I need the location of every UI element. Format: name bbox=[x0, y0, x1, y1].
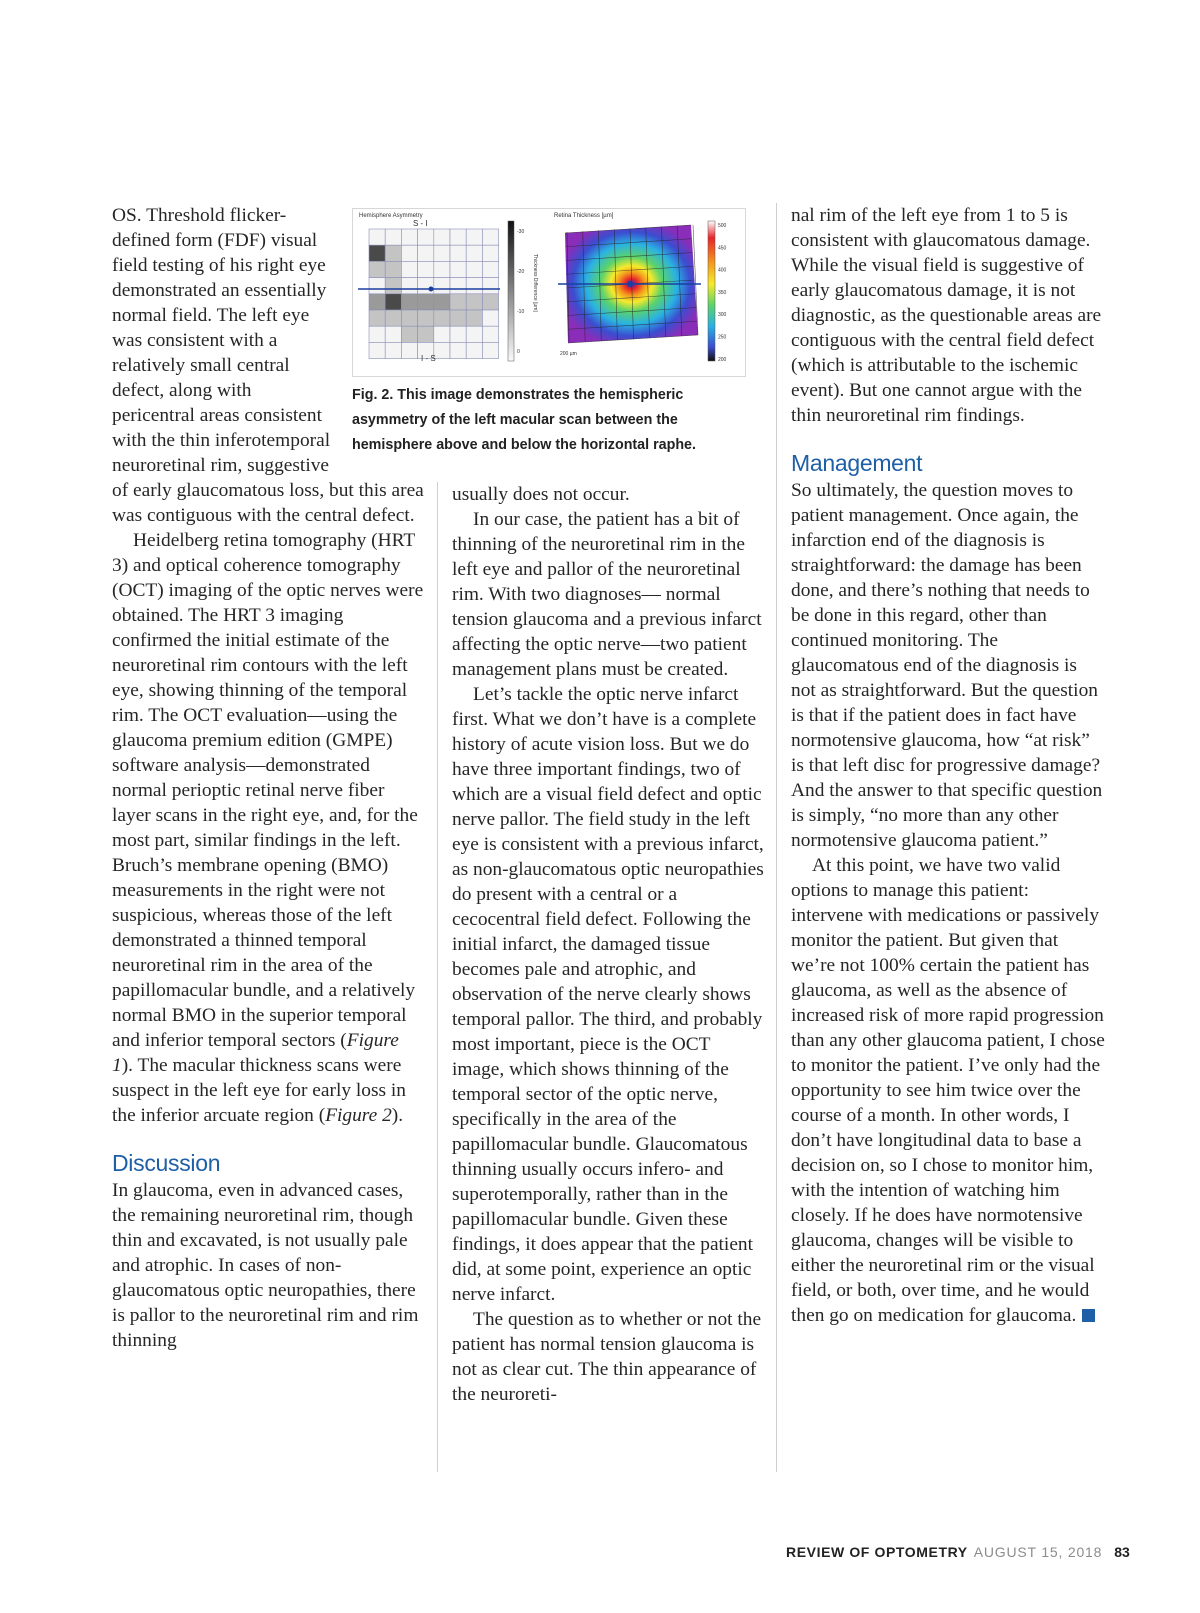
thickness-scale-tick: 500 bbox=[718, 223, 727, 229]
thickness-scale-tick: 400 bbox=[718, 267, 727, 274]
col3-paragraph-1: nal rim of the left eye from 1 to 5 is consistent with glaucomatous damage. While the visual field is suggestive of early glaucomatous damage, it is not diagnostic, as the questionable areas are contiguous with the central field defect (which is attributable to the ischemic event). But one cannot argue with the thin neuroretinal rim findings. bbox=[791, 205, 1102, 426]
asymmetry-cell bbox=[466, 326, 482, 342]
asymmetry-cell bbox=[482, 326, 498, 342]
retina-thickness-title: Retina Thickness [µm] bbox=[554, 213, 614, 219]
column-1 bbox=[112, 203, 424, 1353]
col1-paragraph-1: OS. Threshold flicker-defined form (FDF) visual field testing of his right eye demonstrated an essentially normal field. The left eye was consistent with a relatively small central defect, along with pericentral areas consistent with the thin inferotemporal neuroretinal rim, suggestive of early glaucomatous loss, but this area was contiguous with the central defect. bbox=[112, 205, 424, 526]
column-2 bbox=[452, 482, 767, 1407]
asymmetry-cell bbox=[434, 294, 450, 310]
col2-paragraph-1: usually does not occur. bbox=[452, 484, 630, 505]
asymmetry-cell bbox=[466, 229, 482, 245]
asymmetry-cell bbox=[434, 310, 450, 326]
asymmetry-cell bbox=[482, 261, 498, 277]
difference-scale-tick: -10 bbox=[517, 309, 525, 315]
top-label: S - I bbox=[413, 219, 428, 228]
col3-paragraph-2: So ultimately, the question moves to patient management. Once again, the infarction end of the diagnosis is straightforward: the damage has been done, and there’s nothing that needs to be done in this regard, other than continued monitoring. The glaucomatous end of the diagnosis is not as straightforward. But the question is that if the patient does in fact have normotensive glaucoma, how “at risk” is that left disc for progressive damage? And the answer to that specific question is simply, “no more than any other normotensive glaucoma patient.” bbox=[791, 480, 1103, 851]
page-number: 83 bbox=[1114, 1544, 1130, 1560]
fovea-marker bbox=[429, 287, 434, 292]
asymmetry-cell bbox=[450, 245, 466, 261]
asymmetry-cell bbox=[466, 342, 482, 358]
magazine-name: REVIEW OF OPTOMETRY bbox=[786, 1544, 968, 1560]
bottom-label: I - S bbox=[421, 354, 436, 363]
figure-2-reference: Figure 2 bbox=[325, 1105, 392, 1126]
asymmetry-cell bbox=[466, 310, 482, 326]
asymmetry-cell bbox=[434, 245, 450, 261]
asymmetry-cell bbox=[450, 294, 466, 310]
difference-scale-label: Thickness Difference [µm] bbox=[532, 254, 538, 312]
figure-wrap-spacer bbox=[332, 203, 424, 473]
col1-paragraph-2: Heidelberg retina tomography (HRT 3) and optical coherence tomography (OCT) imaging of the optic nerves were obtained. The HRT 3 imaging confirmed the initial estimate of the neuroretinal rim contours with the left eye, showing thinning of the temporal rim. The OCT evaluation—using the glaucoma premium edition (GMPE) software analysis—demonstrated normal perioptic retinal nerve fiber layer scans in the right eye, and, for the most part, similar findings in the left. Bruch’s membrane opening (BMO) measurements in the right were not suspicious, whereas those of the left demonstrated a thinned temporal neuroretinal rim in the area of the papillomacular bundle, and a relatively normal BMO in the superior temporal and inferior temporal sectors (Figure 1). The macular thickness scans were suspect in the left eye for early loss in the inferior arcuate region (Figure 2). bbox=[112, 530, 424, 1126]
asymmetry-cell bbox=[482, 310, 498, 326]
col2-paragraph-3: Let’s tackle the optic nerve infarct first. What we don’t have is a complete history of acute vision loss. But we do have three important findings, two of which are a visual field defect and optic nerve pallor. The field study in the left eye is consistent with a previous infarct, as non-glaucomatous optic neuropathies do present with a central or a cecocentral field defect. Following the initial infarct, the damaged tissue becomes pale and atrophic, and observation of the nerve clearly shows temporal pallor. The third, and probably most important, piece is the OCT image, which shows thinning of the temporal sector of the optic nerve, specifically in the area of the papillomacular bundle. Glaucomatous thinning usually occurs infero- and superotemporally, rather than in the papillomacular bundle. Given these findings, it does appear that the patient did, at some point, experience an optic nerve infarct. bbox=[452, 684, 764, 1305]
scale-bar-label: 200 µm bbox=[560, 351, 577, 357]
column-3 bbox=[791, 203, 1106, 1328]
asymmetry-cell bbox=[482, 294, 498, 310]
asymmetry-cell bbox=[482, 278, 498, 294]
thickness-scale-tick: 300 bbox=[718, 312, 727, 319]
asymmetry-cell bbox=[450, 229, 466, 245]
col3-paragraph-3: At this point, we have two valid options to manage this patient: intervene with medications or passively monitor the patient. But given that we’re not 100% certain the patient has glaucoma, as well as the absence of increased risk of more rapid progression than any other glaucoma patient, I chose to monitor the patient. I’ve only had the opportunity to see him twice over the course of a month. In other words, I don’t have longitudinal data to base a decision on, so I chose to monitor him, with the intention of watching him closely. If he does have normotensive glaucoma, changes will be visible to either the neuroretinal rim or the visual field, or both, over time, and he would then go on medication for glaucoma. bbox=[791, 855, 1105, 1326]
figure-1-reference: Figure 1 bbox=[112, 1030, 399, 1076]
asymmetry-cell bbox=[450, 261, 466, 277]
asymmetry-cell bbox=[450, 326, 466, 342]
thickness-scale-tick: 200 bbox=[718, 356, 727, 363]
asymmetry-cell bbox=[450, 342, 466, 358]
asymmetry-cell bbox=[466, 261, 482, 277]
asymmetry-cell bbox=[466, 245, 482, 261]
col2-paragraph-4: The question as to whether or not the patient has normal tension glaucoma is not as clear cut. The thin appearance of the neuroreti- bbox=[452, 1309, 762, 1405]
difference-scale-tick: -30 bbox=[517, 229, 525, 235]
thickness-color-scale bbox=[708, 221, 715, 361]
column-rule-2 bbox=[776, 203, 777, 1472]
figure-2-caption: Fig. 2. This image demonstrates the hemispheric asymmetry of the left macular scan between the hemisphere above and below the horizontal raphe. bbox=[352, 387, 696, 453]
asymmetry-cell bbox=[482, 245, 498, 261]
page-footer bbox=[786, 1544, 1136, 1560]
asymmetry-cell bbox=[450, 310, 466, 326]
difference-scale-tick: -20 bbox=[517, 269, 525, 275]
end-mark-icon bbox=[1082, 1309, 1095, 1322]
hemisphere-asymmetry-title: Hemisphere Asymmetry bbox=[359, 213, 423, 219]
column-rule-1 bbox=[437, 482, 438, 1472]
issue-date: AUGUST 15, 2018 bbox=[973, 1544, 1103, 1560]
asymmetry-cell bbox=[434, 326, 450, 342]
asymmetry-cell bbox=[434, 261, 450, 277]
thickness-fovea-marker bbox=[627, 281, 633, 287]
thickness-scale-tick: 450 bbox=[718, 245, 727, 252]
asymmetry-cell bbox=[466, 278, 482, 294]
asymmetry-cell bbox=[434, 278, 450, 294]
asymmetry-cell bbox=[482, 342, 498, 358]
col1-paragraph-3: In glaucoma, even in advanced cases, the remaining neuroretinal rim, though thin and excavated, is not usually pale and atrophic. In cases of non-glaucomatous optic neuropathies, there is pallor to the neuroretinal rim and rim thinning bbox=[112, 1180, 419, 1351]
asymmetry-cell bbox=[482, 229, 498, 245]
difference-scale-bar bbox=[508, 221, 514, 361]
management-heading: Management bbox=[791, 450, 923, 476]
thickness-scale-tick: 250 bbox=[718, 334, 727, 341]
col2-paragraph-2: In our case, the patient has a bit of thinning of the neuroretinal rim in the left eye and pallor of the neuroretinal rim. With two diagnoses— normal tension glaucoma and a previous infarct affecting the optic nerve—two patient management plans must be created. bbox=[452, 509, 762, 680]
asymmetry-cell bbox=[466, 294, 482, 310]
discussion-heading: Discussion bbox=[112, 1150, 221, 1176]
thickness-scale-tick: 350 bbox=[718, 289, 727, 296]
asymmetry-cell bbox=[434, 229, 450, 245]
asymmetry-cell bbox=[450, 278, 466, 294]
asymmetry-cell bbox=[434, 342, 450, 358]
difference-scale-tick: 0 bbox=[517, 349, 520, 355]
